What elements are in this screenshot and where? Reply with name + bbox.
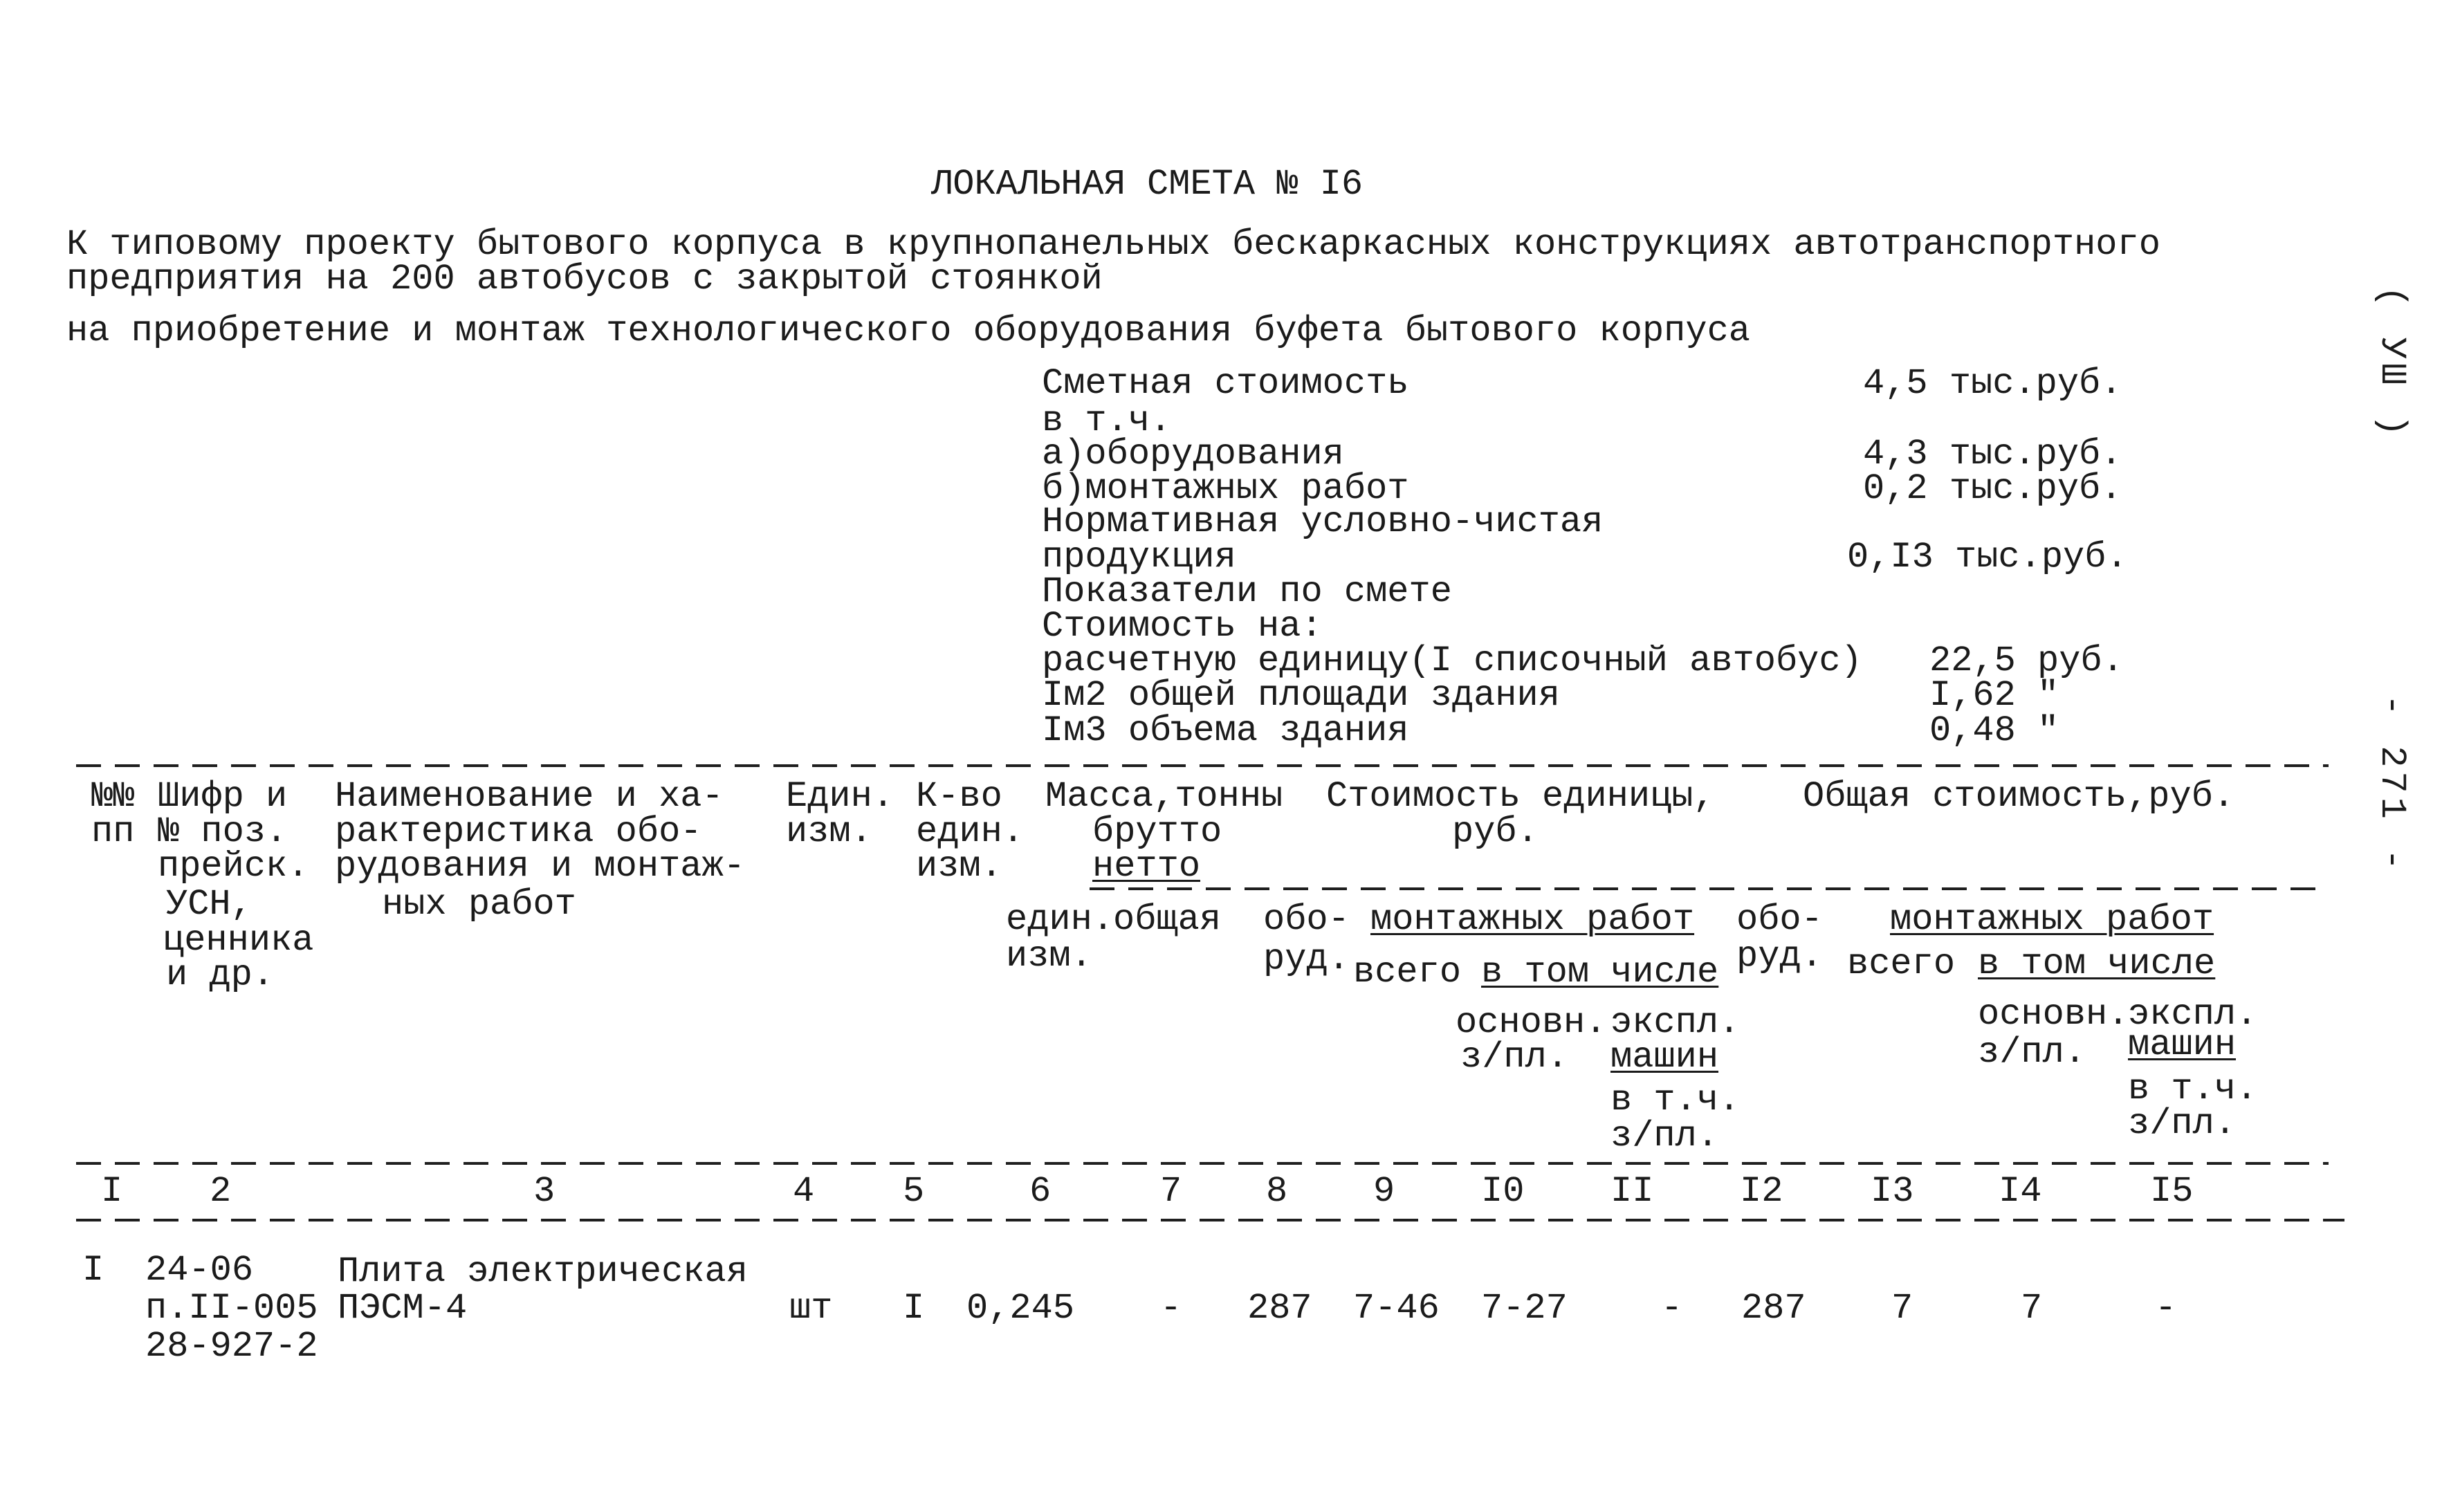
header-col2-line: Шифр и	[158, 776, 288, 817]
summary-normative-value: 0,I3 тыс.руб.	[1847, 537, 2128, 578]
header-mass-net: нетто	[1092, 846, 1201, 887]
row-unit-base-wage: 7-27	[1481, 1288, 1568, 1329]
header-col2-line: ценника	[163, 920, 314, 961]
row-number: I	[82, 1250, 104, 1291]
header-unit-cost-title: Стоимость единицы,	[1326, 776, 1715, 817]
subheader-mass-unit: един.	[1006, 899, 1114, 940]
summary-normative-line-1: Нормативная условно-чистая	[1042, 501, 1604, 542]
subheader-total-total: всего	[1847, 943, 1956, 984]
column-number: 5	[903, 1171, 925, 1212]
header-mass-title: Масса,тонны	[1045, 776, 1283, 817]
dashed-rule	[76, 1219, 2344, 1221]
header-col3-line: рактеристика обо-	[335, 811, 702, 852]
summary-cost-per: Стоимость на:	[1042, 606, 1323, 647]
column-number: 3	[533, 1171, 556, 1212]
subheader-unit-base-wage: основн.	[1456, 1002, 1607, 1043]
subheader-total-equipment: обо-	[1736, 899, 1823, 940]
row-name-line: Плита электрическая	[338, 1251, 748, 1292]
dashed-rule	[76, 1162, 2329, 1165]
intro-line-1: К типовому проекту бытового корпуса в крупнопанельных бескаркасных конструкциях автотранспортного	[66, 224, 2160, 265]
header-col2-line: № поз.	[158, 811, 288, 852]
header-col3-line: ных работ	[382, 884, 576, 925]
header-col5-line: един.	[916, 811, 1025, 852]
subheader-mass-unit: изм.	[1006, 936, 1092, 977]
summary-indicators: Показатели по смете	[1042, 571, 1452, 612]
header-mass-gross: брутто	[1092, 811, 1222, 852]
row-total-install: 7	[1891, 1288, 1913, 1329]
column-number: 6	[1029, 1171, 1052, 1212]
subheader-unit-installation: монтажных работ	[1370, 899, 1695, 940]
column-number: I	[101, 1171, 123, 1212]
subheader-unit-machines: экспл.	[1610, 1002, 1741, 1043]
subheader-unit-machines: машин	[1610, 1037, 1719, 1078]
row-total-machines: -	[2155, 1288, 2177, 1329]
subheader-total-machines: машин	[2128, 1024, 2237, 1065]
header-total-cost-title: Общая стоимость,руб.	[1803, 776, 2235, 817]
subheader-total-base-wage: основн.	[1978, 994, 2129, 1035]
subheader-total-machines-wage: в т.ч.	[2128, 1069, 2258, 1109]
column-number: I0	[1481, 1171, 1525, 1212]
column-number: I3	[1871, 1171, 1914, 1212]
summary-installation-label: б)монтажных работ	[1042, 468, 1409, 509]
subheader-total-machines-wage: з/пл.	[2128, 1103, 2237, 1144]
column-number: 2	[210, 1171, 232, 1212]
row-unit-equipment: 287	[1247, 1288, 1312, 1329]
summary-per-m3-value: 0,48 "	[1929, 710, 2059, 751]
subheader-total-machines: экспл.	[2128, 994, 2258, 1035]
summary-per-m2-value: I,62 "	[1929, 675, 2059, 716]
page-number: - 271 -	[2371, 694, 2412, 875]
header-col4-line: Един.	[786, 776, 894, 817]
summary-per-unit-label: расчетную единицу(I списочный автобус)	[1042, 640, 1862, 681]
row-total-equipment: 287	[1741, 1288, 1806, 1329]
subheader-unit-total: всего	[1353, 952, 1462, 993]
summary-including: в т.ч.	[1042, 400, 1172, 441]
subheader-total-installation: монтажных работ	[1890, 899, 2214, 940]
row-mass-unit: 0,245	[966, 1288, 1075, 1329]
column-number: 9	[1373, 1171, 1395, 1212]
subheader-unit-machines-wage: з/пл.	[1610, 1116, 1719, 1156]
summary-per-unit-value: 22,5 руб.	[1929, 640, 2124, 681]
column-number: I2	[1740, 1171, 1783, 1212]
subheader-total-including: в том числе	[1978, 943, 2216, 984]
header-col2-line: УСН,	[166, 884, 253, 925]
header-col2-line: и др.	[166, 955, 275, 995]
intro-line-2: предприятия на 200 автобусов с закрытой стоянкой	[66, 259, 1103, 299]
row-unit-machines: -	[1661, 1288, 1683, 1329]
column-number: 8	[1266, 1171, 1288, 1212]
header-col5-line: К-во	[916, 776, 1002, 817]
column-number: II	[1610, 1171, 1654, 1212]
summary-equipment-value: 4,3 тыс.руб.	[1863, 434, 2122, 474]
summary-normative-label: продукция	[1042, 537, 1236, 578]
row-mass-total: -	[1160, 1288, 1182, 1329]
row-total-base-wage: 7	[2021, 1288, 2043, 1329]
row-code-line: 24-06	[145, 1250, 254, 1291]
row-code-line: п.II-005	[145, 1288, 318, 1329]
subheader-unit-equipment: руд.	[1263, 939, 1350, 979]
subheader-total-base-wage: з/пл.	[1978, 1032, 2086, 1073]
row-unit: шт	[789, 1288, 833, 1329]
summary-estimated-cost-label: Сметная стоимость	[1042, 363, 1409, 404]
header-unit-cost-currency: руб.	[1452, 811, 1539, 852]
column-number: 7	[1160, 1171, 1182, 1212]
row-quantity: I	[903, 1288, 925, 1329]
summary-per-m2-label: Iм2 общей площади здания	[1042, 675, 1560, 716]
summary-estimated-cost-value: 4,5 тыс.руб.	[1863, 363, 2122, 404]
header-col5-line: изм.	[916, 846, 1002, 887]
intro-line-3: на приобретение и монтаж технологического оборудования буфета бытового корпуса	[66, 311, 1750, 351]
header-col3-line: рудования и монтаж-	[335, 846, 745, 887]
dashed-rule	[76, 764, 2329, 767]
summary-equipment-label: а)оборудования	[1042, 434, 1344, 474]
header-col2-line: прейск.	[158, 846, 309, 887]
header-col1-line: пп	[91, 811, 135, 852]
dashed-rule	[1090, 887, 2329, 890]
subheader-unit-machines-wage: в т.ч.	[1610, 1080, 1741, 1121]
subheader-total-equipment: руд.	[1736, 936, 1823, 977]
header-col3-line: Наименование и ха-	[335, 776, 724, 817]
subheader-unit-including: в том числе	[1481, 952, 1719, 993]
subheader-unit-equipment: обо-	[1263, 899, 1350, 940]
summary-per-m3-label: Iм3 объема здания	[1042, 710, 1409, 751]
column-number: I4	[1999, 1171, 2042, 1212]
column-number: I5	[2150, 1171, 2194, 1212]
document-title: ЛОКАЛЬНАЯ СМЕТА № I6	[931, 164, 1364, 205]
column-number: 4	[793, 1171, 815, 1212]
row-unit-install-total: 7-46	[1353, 1288, 1440, 1329]
row-name-line: ПЭСМ-4	[338, 1288, 468, 1329]
section-mark: ( УШ )	[2371, 286, 2412, 441]
header-col4-line: изм.	[786, 811, 872, 852]
header-col1-line: №№	[91, 776, 135, 817]
subheader-unit-base-wage: з/пл.	[1460, 1037, 1569, 1078]
subheader-mass-total: общая	[1113, 899, 1222, 940]
row-code-line: 28-927-2	[145, 1326, 318, 1367]
summary-installation-value: 0,2 тыс.руб.	[1863, 468, 2122, 509]
